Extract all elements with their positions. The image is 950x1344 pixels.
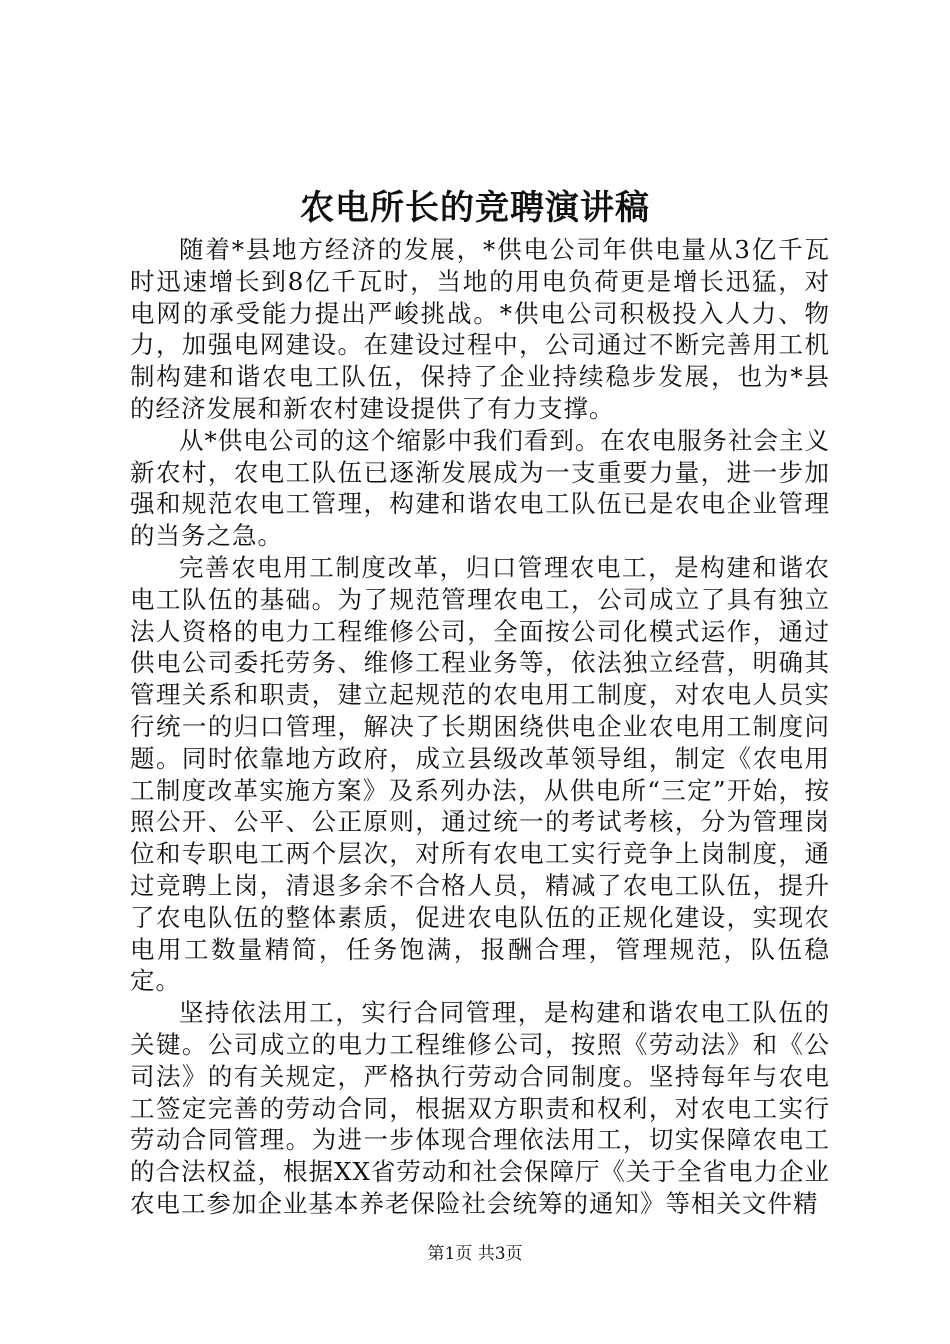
document-body xyxy=(130,234,830,1220)
document-title: 农电所长的竞聘演讲稿 xyxy=(300,188,650,228)
body-paragraph: 坚持依法用工，实行合同管理，是构建和谐农电工队伍的关键。公司成立的电力工程维修公司，按照《劳动法》和《公司法》的有关规定，严格执行劳动合同制度。坚持每年与农电工签定完善的劳动合同，根据双方职责和权利，对农电工实行劳动合同管理。为进一步体现合理依法用工，切实保障农电工的合法权益，根据XX省劳动和社会保障厅《关于全省电力企业农电工参加企业基本养老保险社会统筹的通知》等相关文件精 xyxy=(130,998,830,1218)
body-paragraph: 随着*县地方经济的发展，*供电公司年供电量从3亿千瓦时迅速增长到8亿千瓦时，当地的用电负荷更是增长迅猛，对电网的承受能力提出严峻挑战。*供电公司积极投入人力、物力，加强电网建设。在建设过程中，公司通过不断完善用工机制构建和谐农电工队伍，保持了企业持续稳步发展，也为*县的经济发展和新农村建设提供了有力支撑。 xyxy=(130,235,830,423)
page-number-footer: 第1页 共3页 xyxy=(427,1244,523,1264)
body-paragraph: 完善农电用工制度改革，归口管理农电工，是构建和谐农电工队伍的基础。为了规范管理农电工，公司成立了具有独立法人资格的电力工程维修公司，全面按公司化模式运作，通过供电公司委托劳务、维修工程业务等，依法独立经营，明确其管理关系和职责，建立起规范的农电用工制度，对农电人员实行统一的归口管理，解决了长期困绕供电企业农电用工制度问题。同时依靠地方政府，成立县级改革领导组，制定《农电用工制度改革实施方案》及系列办法，从供电所“三定”开始，按照公开、公平、公正原则，通过统一的考试考核，分为管理岗位和专职电工两个层次，对所有农电工实行竞争上岗制度，通过竞聘上岗，清退多余不合格人员，精减了农电工队伍，提升了农电队伍的整体素质，促进农电队伍的正规化建设，实现农电用工数量精简，任务饱满，报酬合理，管理规范，队伍稳定。 xyxy=(130,552,830,996)
body-paragraph: 从*供电公司的这个缩影中我们看到。在农电服务社会主义新农村，农电工队伍已逐渐发展成为一支重要力量，进一步加强和规范农电工管理，构建和谐农电工队伍已是农电企业管理的当务之急。 xyxy=(130,425,830,551)
